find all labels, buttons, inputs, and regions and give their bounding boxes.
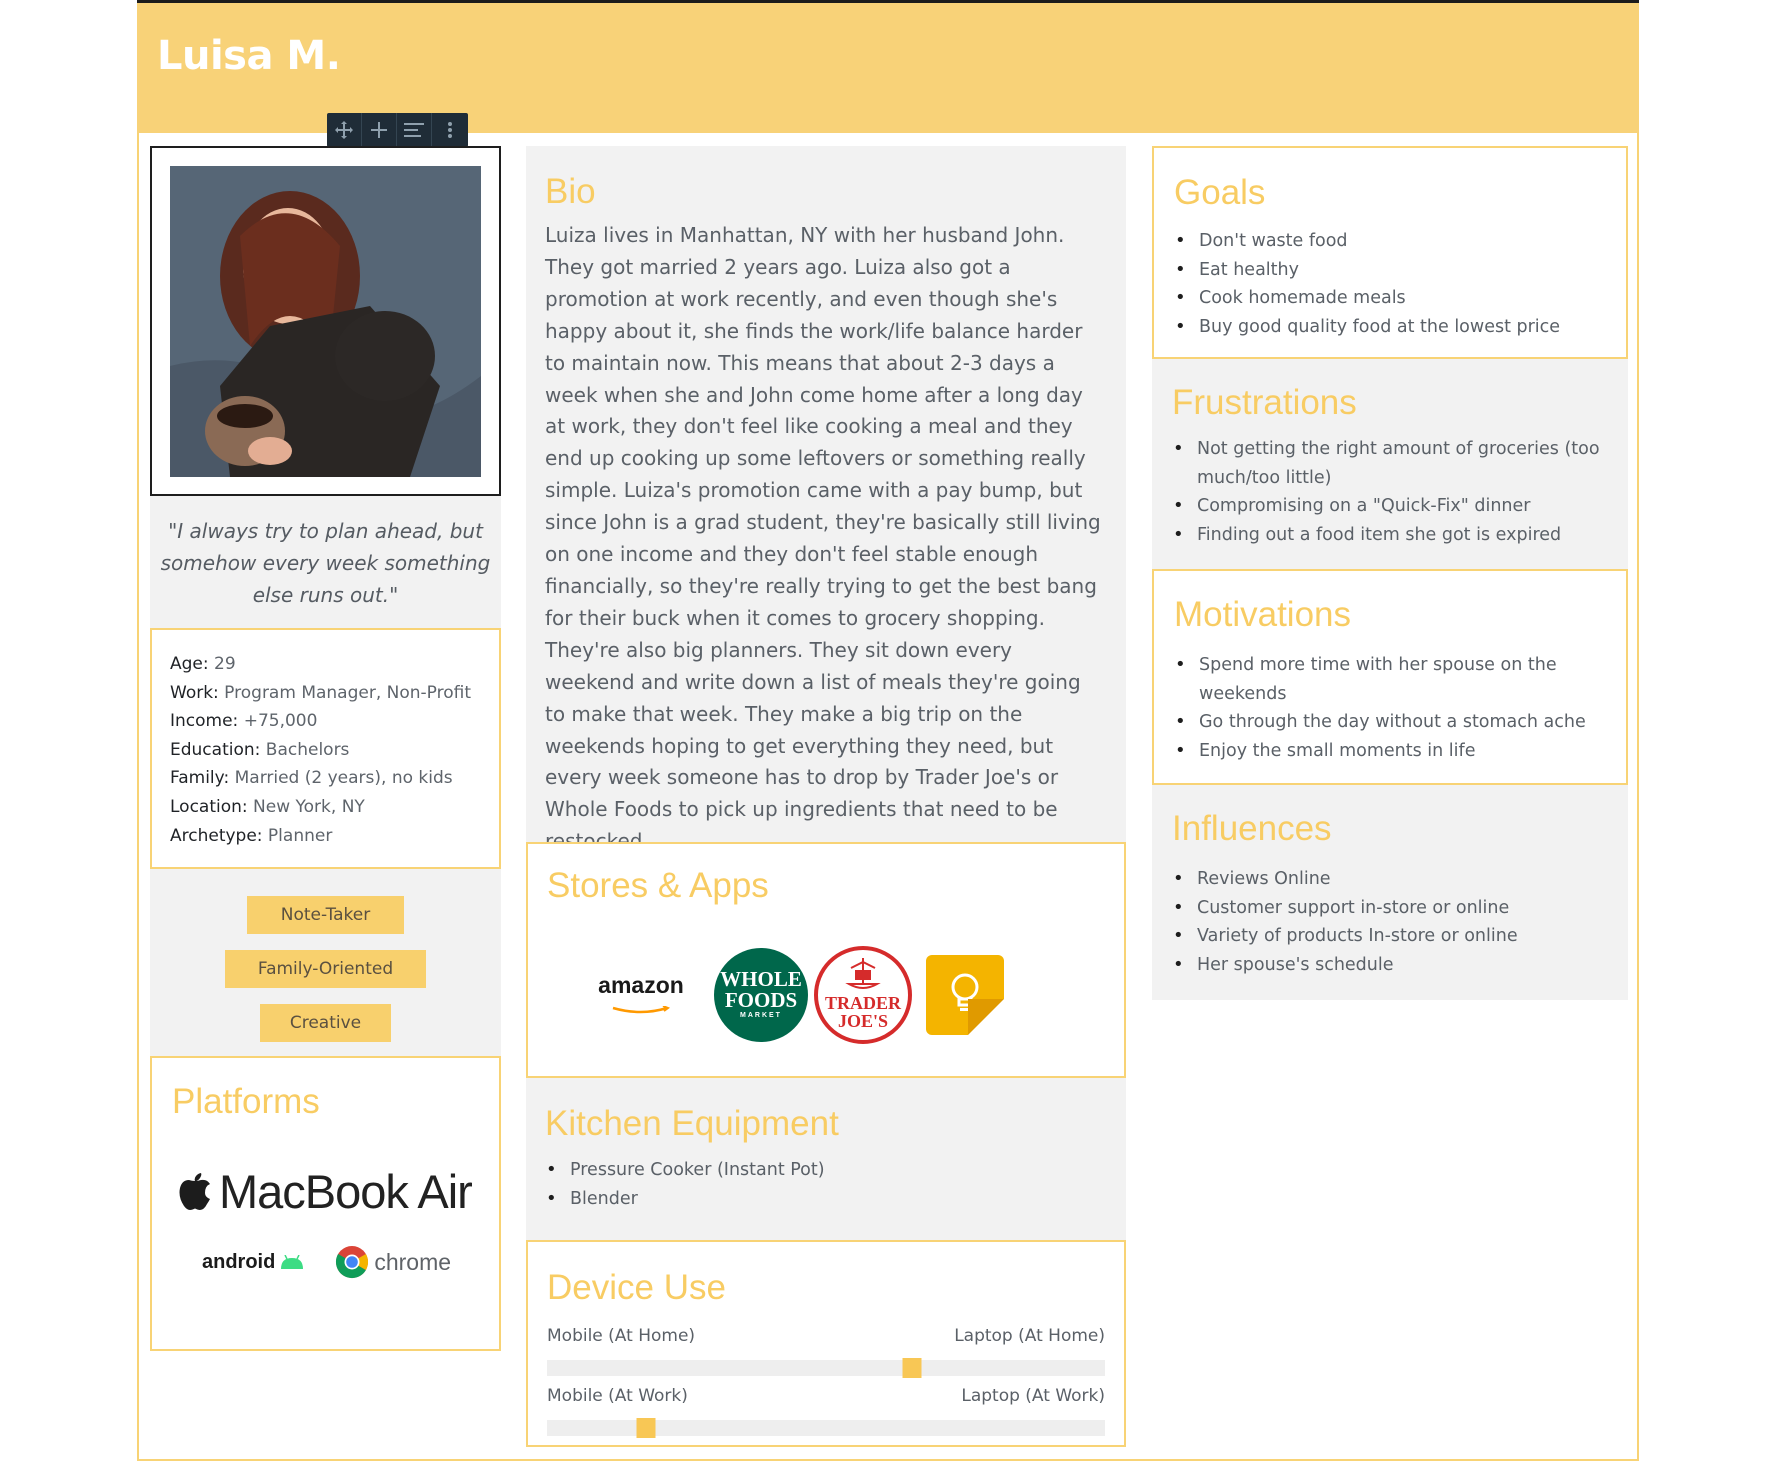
kitchen-equipment-title: Kitchen Equipment xyxy=(545,1104,839,1143)
slider-handle[interactable] xyxy=(637,1418,656,1438)
info-education: Education: Bachelors xyxy=(170,739,350,760)
more-vertical-icon xyxy=(447,121,453,139)
slider-left-label: Mobile (At Work) xyxy=(547,1386,688,1406)
list-item: • Don't waste food xyxy=(1174,227,1606,256)
platforms-title: Platforms xyxy=(172,1082,320,1121)
list-item: • Customer support in-store or online xyxy=(1172,894,1608,923)
info-family: Family: Married (2 years), no kids xyxy=(170,768,453,789)
device-slider-work xyxy=(547,1386,1105,1436)
list-item: • Eat healthy xyxy=(1174,256,1606,285)
slider-right-label: Laptop (At Work) xyxy=(961,1386,1105,1406)
slider-track[interactable] xyxy=(547,1420,1105,1436)
amazon-logo: amazon xyxy=(581,972,701,1018)
keep-fold-icon xyxy=(968,999,1004,1035)
list-item: • Not getting the right amount of groceries (too much/too little) xyxy=(1172,435,1608,492)
frustrations-panel xyxy=(1152,359,1628,569)
motivations-title: Motivations xyxy=(1174,595,1352,634)
list-item: • Buy good quality food at the lowest price xyxy=(1174,313,1606,342)
list-item: • Cook homemade meals xyxy=(1174,284,1606,313)
demographics-panel xyxy=(150,628,501,869)
list-item: • Go through the day without a stomach ache xyxy=(1174,708,1606,737)
macbook-air-logo xyxy=(179,1164,479,1219)
plus-icon xyxy=(370,121,388,139)
platforms-panel xyxy=(150,1056,501,1351)
info-income: Income: +75,000 xyxy=(170,711,318,732)
goals-list xyxy=(1174,227,1606,341)
add-button[interactable] xyxy=(362,113,397,147)
more-options-button[interactable] xyxy=(432,113,467,147)
device-use-title: Device Use xyxy=(547,1268,726,1307)
android-label: android xyxy=(202,1250,276,1273)
google-keep-logo xyxy=(926,955,1004,1035)
motivations-list xyxy=(1174,651,1606,765)
list-item: • Enjoy the small moments in life xyxy=(1174,737,1606,766)
move-button[interactable] xyxy=(327,113,362,147)
goals-title: Goals xyxy=(1174,173,1266,212)
chrome-label: chrome xyxy=(374,1248,452,1275)
slider-right-label: Laptop (At Home) xyxy=(954,1326,1105,1346)
list-item: • Blender xyxy=(545,1185,1107,1214)
list-item: • Pressure Cooker (Instant Pot) xyxy=(545,1156,1107,1185)
bio-text: Luiza lives in Manhattan, NY with her husband John. They got married 2 years ago. Luiza also got a promotion at work recently, and even though she's happy about it, she finds the work/life balance harder to maintain now. This means that about 2-3 days a week when she and John come home after a long day at work, they don't feel like cooking a meal and they end up cooking up some leftovers or something really simple. Luiza's promotion came with a pay bump, but since John is a grad student, they're basically still living on one income and they don't feel stable enough financially, so they're really trying to get the best bang for their buck when it comes to grocery shopping. They're also big planners. They sit down every weekend and write down a list of meals they're going to make that week. They make a big trip on the weekends hoping to get everything they need, but every week someone has to drop by Trader Joe's or Whole Foods to pick up ingredients that need to be xyxy=(545,223,1101,822)
kitchen-equipment-list xyxy=(545,1156,1107,1213)
apple-icon xyxy=(179,1173,211,1211)
tag-family-oriented[interactable]: Family-Oriented xyxy=(225,950,426,988)
influences-title: Influences xyxy=(1172,809,1332,848)
slider-left-label: Mobile (At Home) xyxy=(547,1326,696,1346)
ship-icon xyxy=(843,958,883,992)
frustrations-title: Frustrations xyxy=(1172,383,1357,422)
goals-panel xyxy=(1152,146,1628,359)
list-item: • Spend more time with her spouse on the weekends xyxy=(1174,651,1606,708)
whole-foods-logo: WHOLE FOODS MARKET xyxy=(714,948,808,1042)
persona-photo xyxy=(170,166,481,477)
bio-panel xyxy=(526,146,1126,842)
mobile-browser-logos xyxy=(202,1245,479,1279)
kitchen-equipment-panel xyxy=(526,1078,1126,1240)
tag-note-taker[interactable]: Note-Taker xyxy=(247,896,404,934)
info-work: Work: Program Manager, Non-Profit xyxy=(170,682,472,703)
traits-panel xyxy=(150,869,501,1056)
chrome-icon xyxy=(335,1245,369,1279)
amazon-smile-icon xyxy=(611,1006,671,1014)
tag-creative[interactable]: Creative xyxy=(260,1004,391,1042)
list-item: • Her spouse's schedule xyxy=(1172,951,1608,980)
slider-handle[interactable] xyxy=(903,1358,922,1378)
info-age: Age: 29 xyxy=(170,654,236,674)
element-toolbar xyxy=(327,113,468,147)
list-item: • Variety of products In-store or online xyxy=(1172,922,1608,951)
slider-track[interactable] xyxy=(547,1360,1105,1376)
persona-quote: "I always try to plan ahead, but somehow every week something else runs out." xyxy=(160,519,491,607)
motivations-panel xyxy=(1152,569,1628,785)
info-location: Location: New York, NY xyxy=(170,796,365,817)
persona-name: Luisa M. xyxy=(157,33,341,79)
frustrations-list xyxy=(1172,435,1608,549)
align-icon xyxy=(404,122,424,138)
influences-panel xyxy=(1152,785,1628,1000)
device-slider-home xyxy=(547,1326,1105,1376)
bio-title: Bio xyxy=(545,172,596,211)
persona-photo-frame[interactable] xyxy=(150,146,501,496)
list-item: • Reviews Online xyxy=(1172,865,1608,894)
trader-joes-logo: TRADER JOE'S xyxy=(814,946,912,1044)
move-icon xyxy=(334,120,354,140)
list-item: • Compromising on a "Quick-Fix" dinner xyxy=(1172,492,1608,521)
stores-apps-title: Stores & Apps xyxy=(547,866,769,905)
macbook-air-label: MacBook Air xyxy=(219,1165,472,1218)
influences-list xyxy=(1172,865,1608,979)
align-button[interactable] xyxy=(397,113,432,147)
list-item: • Finding out a food item she got is expired xyxy=(1172,521,1608,550)
info-archetype: Archetype: Planner xyxy=(170,825,333,846)
device-use-panel xyxy=(526,1240,1126,1447)
android-icon xyxy=(279,1255,305,1269)
stores-apps-panel xyxy=(526,842,1126,1078)
store-logos xyxy=(547,946,1105,1044)
